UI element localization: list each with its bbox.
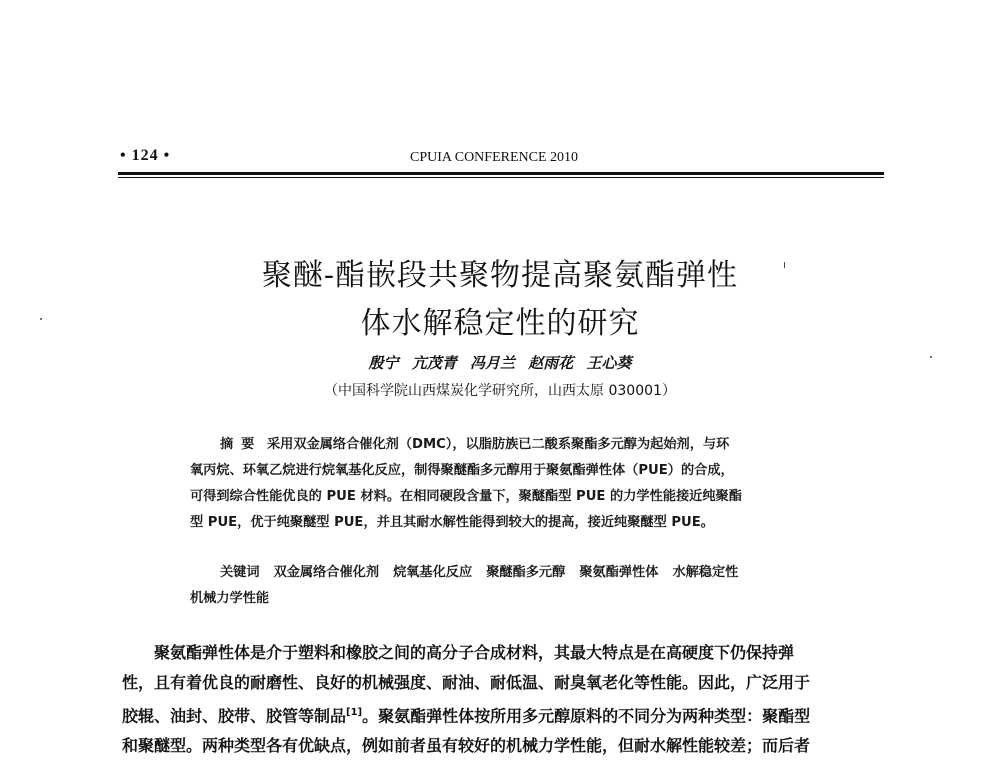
abstract-line-3: 可得到综合性能优良的 PUE 材料。在相同硬段含量下，聚醚酯型 PUE 的力学性能接近纯聚酯 [190,489,742,504]
body-line-2: 性，且有着优良的耐磨性、良好的机械强度、耐油、耐低温、耐臭氧老化等性能。因此，广泛用于 [122,673,811,692]
body-text [122,638,892,761]
abstract-text-1: 采用双金属络合催化剂（DMC），以脂肪族已二酸系聚酯多元醇为起始剂，与环 [266,437,730,452]
abstract [190,432,830,536]
keyword-item: 聚氨酯弹性体 [579,565,659,580]
affiliation: （中国科学院山西煤炭化学研究所，山西太原 030001） [324,383,676,399]
abstract-line-1 [190,432,830,458]
abstract-label: 摘要 [220,437,263,452]
abstract-line-4: 型 PUE，优于纯聚醚型 PUE，并且其耐水解性能得到较大的提高，接近纯聚醚型 PUE。 [190,515,714,530]
keywords-line-1 [190,560,830,586]
paper-title-line1: 聚醚-酯嵌段共聚物提高聚氨酯弹性 [261,258,739,293]
body-line-3-post: 。聚氨酯弹性体按所用多元醇原料的不同分为两种类型：聚酯型 [362,706,811,726]
keywords-label: 关键词 [220,565,260,580]
keyword-item: 机械力学性能 [190,591,270,606]
keyword-item: 双金属络合催化剂 [273,565,380,580]
scan-speck [784,262,785,268]
keywords-line-2 [190,586,830,612]
header-rule-thin [118,177,884,178]
page-number: • 124 • [120,147,171,164]
body-line-3 [122,698,892,731]
keyword-item: 烷氧基化反应 [393,565,473,580]
body-line-1: 聚氨酯弹性体是介于塑料和橡胶之间的高分子合成材料，其最大特点是在高硬度下仍保持弹 [154,643,795,662]
citation-ref: [1] [346,707,363,718]
body-line-3-pre: 胶辊、油封、胶带、胶管等制品 [122,706,347,726]
keyword-item: 聚醚酯多元醇 [486,565,566,580]
abstract-line-2: 氧丙烷、环氧乙烷进行烷氧基化反应，制得聚醚酯多元醇用于聚氨酯弹性体（PUE）的合成， [190,463,734,478]
scan-speck [930,356,932,358]
keywords [190,560,830,612]
header-rule-thick [118,172,884,175]
running-head: CPUIA CONFERENCE 2010 [410,150,579,165]
author-list: 殷宁 亢茂青 冯月兰 赵雨花 王心葵 [368,354,632,372]
paper-title-line2: 体水解稳定性的研究 [360,306,640,341]
keyword-item: 水解稳定性 [672,565,739,580]
scan-speck [40,318,42,320]
body-line-4: 和聚醚型。两种类型各有优缺点，例如前者虽有较好的机械力学性能，但耐水解性能较差；而后者 [122,736,811,756]
